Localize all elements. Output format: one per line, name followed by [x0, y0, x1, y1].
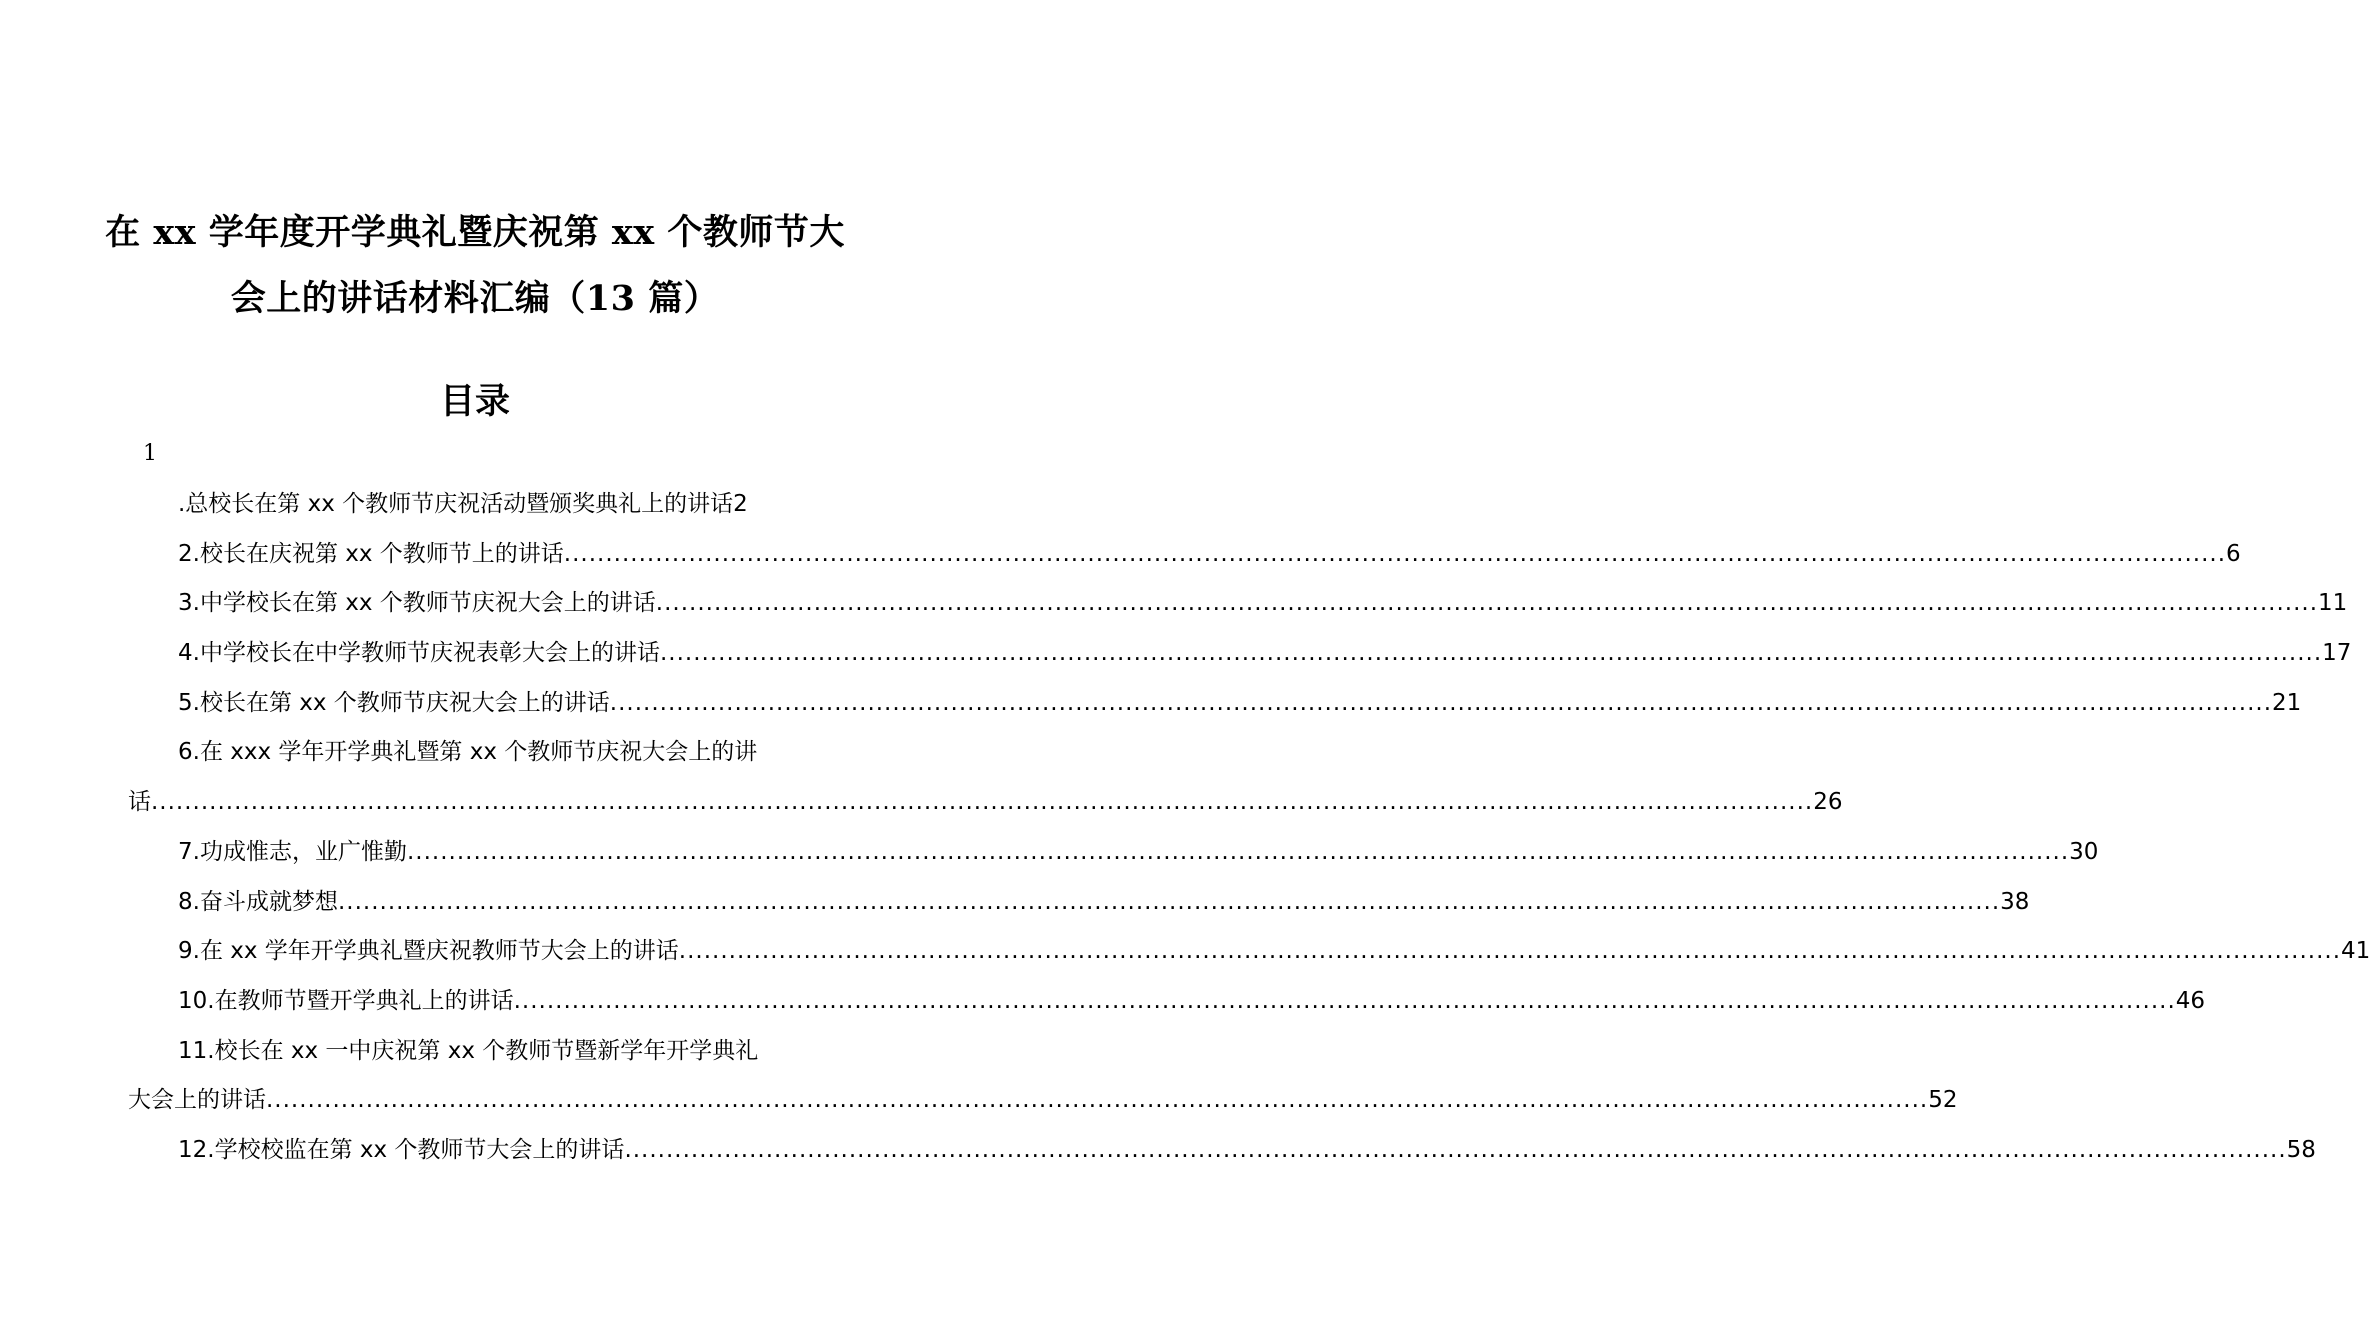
- toc-page-number: 2: [733, 491, 748, 517]
- toc-entry-title: 大会上的讲话: [128, 1087, 266, 1114]
- toc-entry-title: 8.奋斗成就梦想: [178, 888, 338, 915]
- toc-entry-title: 话: [128, 789, 151, 816]
- title-line-2: 会上的讲话材料汇编（13 篇）: [230, 278, 720, 319]
- toc-page-number: 52: [1928, 1087, 1958, 1114]
- toc-entry[interactable]: [128, 579, 2348, 629]
- toc-page-number: 21: [2272, 689, 2302, 716]
- toc-page-number: 26: [1813, 789, 1843, 816]
- toc-leader-dots: ........................................................................................................................................................................................................: [266, 1087, 1929, 1114]
- toc-leader-dots: ........................................................................................................................................................................................................: [337, 888, 2001, 915]
- toc-leader-dots: ........................................................................................................................................................................................................: [609, 689, 2273, 716]
- toc-entry[interactable]: [128, 728, 1843, 827]
- toc-page-number: 6: [2226, 540, 2241, 567]
- toc-entry-title: 2.校长在庆祝第 xx 个教师节上的讲话: [178, 540, 564, 567]
- toc-entry[interactable]: [128, 480, 833, 530]
- toc-entry-title: 11.校长在 xx 一中庆祝第 xx 个教师节暨新学年开学典礼: [178, 1037, 759, 1064]
- toc-entry-title: 4.中学校长在中学教师节庆祝表彰大会上的讲话: [178, 640, 660, 667]
- toc-entry[interactable]: [128, 679, 2302, 729]
- toc-heading: 目录: [439, 381, 510, 422]
- toc-entry-title: .总校长在第 xx 个教师节庆祝活动暨颁奖典礼上的讲话: [178, 491, 734, 517]
- toc-entry-title: 5.校长在第 xx 个教师节庆祝大会上的讲话: [178, 689, 610, 716]
- toc-page-number: 46: [2175, 987, 2206, 1014]
- toc-leader-dots: ........................................................................................................................................................................................................: [655, 590, 2319, 617]
- toc-entry-title: 3.中学校长在第 xx 个教师节庆祝大会上的讲话: [178, 590, 656, 617]
- toc-page-number: 58: [2286, 1136, 2316, 1163]
- toc-page-number: 17: [2322, 640, 2352, 667]
- toc-entry[interactable]: [128, 530, 2241, 580]
- toc-leader-dots: ........................................................................................................................................................................................................: [513, 987, 2176, 1014]
- toc-entry[interactable]: [128, 1126, 2316, 1176]
- toc-entry[interactable]: [128, 1027, 1958, 1126]
- toc-entry-title: 10.在教师节暨开学典礼上的讲话: [178, 987, 514, 1014]
- toc-leader-dots: ........................................................................................................................................................................................................: [659, 640, 2323, 667]
- toc-page-number: 41: [2341, 938, 2370, 965]
- toc-entry[interactable]: [128, 878, 2030, 928]
- toc-page-number: 11: [2318, 590, 2348, 617]
- toc-leader-dots: ........................................................................................................................................................................................................: [678, 938, 2342, 965]
- toc-leader-dots: ........................................................................................................................................................................................................: [151, 789, 1814, 816]
- toc-entry[interactable]: [128, 629, 2352, 679]
- toc-leader-dots: ........................................................................................................................................................................................................: [563, 540, 2227, 567]
- toc-entry-title: 6.在 xxx 学年开学典礼暨第 xx 个教师节庆祝大会上的讲: [178, 739, 758, 766]
- toc-entry-title: 12.学校校监在第 xx 个教师节大会上的讲话: [178, 1136, 625, 1163]
- title-line-1: 在 xx 学年度开学典礼暨庆祝第 xx 个教师节大: [105, 212, 845, 253]
- toc-entry[interactable]: [128, 927, 2370, 977]
- toc-leader-dots: ........................................................................................................................................................................................................: [406, 838, 2070, 865]
- toc-page-number: 30: [2069, 838, 2099, 865]
- toc-leader-dots: ........................................................................................................................................................................................................: [624, 1136, 2287, 1163]
- page-marker: 1: [143, 441, 157, 466]
- toc-entry[interactable]: [128, 977, 2206, 1027]
- toc-page-number: 38: [2000, 888, 2030, 915]
- toc-entry-title: 9.在 xx 学年开学典礼暨庆祝教师节大会上的讲话: [178, 938, 679, 965]
- document-title: [100, 200, 850, 332]
- toc-entry-title: 7.功成惟志，业广惟勤: [178, 838, 407, 865]
- toc-entry[interactable]: [128, 828, 2099, 878]
- table-of-contents: [128, 480, 2370, 1176]
